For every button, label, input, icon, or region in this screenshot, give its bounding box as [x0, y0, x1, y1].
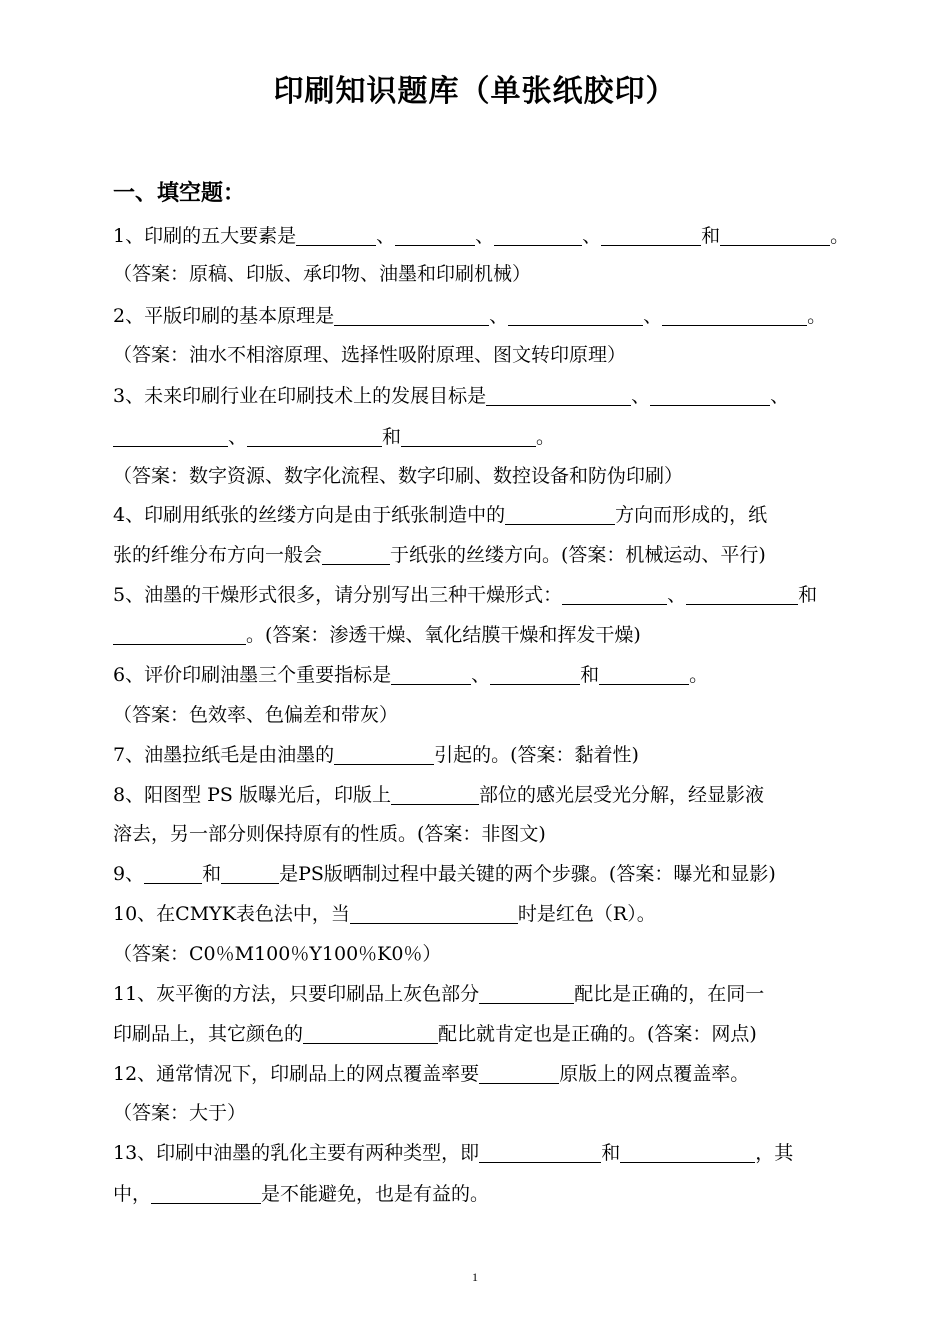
answer-blank[interactable] [391, 783, 479, 805]
document-title: 印刷知识题库（单张纸胶印） [273, 74, 677, 109]
question-11-cont: 印刷品上，其它颜色的 配比就肯定也是正确的。(答案：网点) [113, 1023, 757, 1045]
answer-12: （答案：大于） [113, 1102, 247, 1124]
answer-blank[interactable] [662, 304, 807, 326]
question-13: 13、印刷中油墨的乳化主要有两种类型，即 和 ，其 [113, 1142, 794, 1164]
answer-blank[interactable] [620, 1141, 755, 1163]
answer-blank[interactable] [113, 425, 228, 447]
question-5: 5、油墨的干燥形式很多，请分别写出三种干燥形式： 、 和 [113, 584, 818, 606]
answer-blank[interactable] [486, 384, 631, 406]
answer-blank[interactable] [247, 425, 382, 447]
answer-3: （答案：数字资源、数字化流程、数字印刷、数控设备和防伪印刷） [113, 465, 684, 487]
question-3-cont: 、 和 。 [113, 423, 555, 451]
answer-blank[interactable] [490, 663, 580, 685]
answer-blank[interactable] [151, 1182, 261, 1204]
question-9: 9、 和 是PS版晒制过程中最关键的两个步骤。(答案：曝光和显影) [113, 863, 776, 885]
answer-blank[interactable] [494, 224, 582, 246]
answer-blank[interactable] [395, 224, 475, 246]
answer-blank[interactable] [508, 304, 643, 326]
answer-1: （答案：原稿、印版、承印物、油墨和印刷机械） [113, 263, 532, 285]
answer-blank[interactable] [562, 583, 667, 605]
answer-blank[interactable] [720, 224, 830, 246]
answer-blank[interactable] [479, 982, 574, 1004]
question-6: 6、评价印刷油墨三个重要指标是 、 和 。 [113, 664, 709, 686]
section-heading: 一、填空题： [113, 181, 246, 206]
answer-blank[interactable] [334, 304, 489, 326]
answer-blank[interactable] [650, 384, 770, 406]
answer-blank[interactable] [334, 743, 434, 765]
question-11: 11、灰平衡的方法，只要印刷品上灰色部分 配比是正确的，在同一 [113, 983, 765, 1005]
question-13-cont: 中， 是不能避免，也是有益的。 [113, 1183, 490, 1205]
question-8-cont: 溶去，另一部分则保持原有的性质。(答案：非图文) [113, 823, 546, 845]
question-3: 3、未来印刷行业在印刷技术上的发展目标是 、 、 [113, 385, 790, 407]
question-10: 10、在CMYK表色法中，当 时是红色（R）。 [113, 903, 656, 925]
question-8: 8、阳图型 PS 版曝光后，印版上 部位的感光层受光分解，经显影液 [113, 784, 764, 806]
question-4-cont: 张的纤维分布方向一般会 于纸张的丝缕方向。(答案：机械运动、平行) [113, 544, 766, 566]
question-12: 12、通常情况下，印刷品上的网点覆盖率要 原版上的网点覆盖率。 [113, 1063, 750, 1085]
answer-blank[interactable] [296, 224, 376, 246]
answer-blank[interactable] [303, 1022, 438, 1044]
answer-blank[interactable] [350, 902, 518, 924]
answer-blank[interactable] [505, 503, 615, 525]
question-5-cont: 。(答案：渗透干燥、氧化结膜干燥和挥发干燥) [113, 621, 641, 649]
answer-blank[interactable] [322, 543, 390, 565]
page-number: 1 [472, 1270, 478, 1284]
answer-blank[interactable] [391, 663, 471, 685]
answer-blank[interactable] [144, 862, 202, 884]
answer-2: （答案：油水不相溶原理、选择性吸附原理、图文转印原理） [113, 344, 627, 366]
question-2: 2、平版印刷的基本原理是 、 、 。 [113, 305, 827, 327]
answer-blank[interactable] [686, 583, 798, 605]
answer-blank[interactable] [479, 1062, 559, 1084]
answer-blank[interactable] [401, 425, 536, 447]
answer-6: （答案：色效率、色偏差和带灰） [113, 704, 399, 726]
question-1: 1、印刷的五大要素是 、 、 、 和 。 [113, 225, 850, 247]
answer-blank[interactable] [599, 663, 689, 685]
answer-10: （答案：C0％M100％Y100％K0％） [113, 943, 442, 965]
question-7: 7、油墨拉纸毛是由油墨的 引起的。(答案：黏着性) [113, 744, 639, 766]
answer-blank[interactable] [221, 862, 279, 884]
answer-blank[interactable] [479, 1141, 601, 1163]
answer-blank[interactable] [601, 224, 701, 246]
question-4: 4、印刷用纸张的丝缕方向是由于纸张制造中的 方向而形成的，纸 [113, 504, 768, 526]
answer-blank[interactable] [113, 623, 246, 645]
